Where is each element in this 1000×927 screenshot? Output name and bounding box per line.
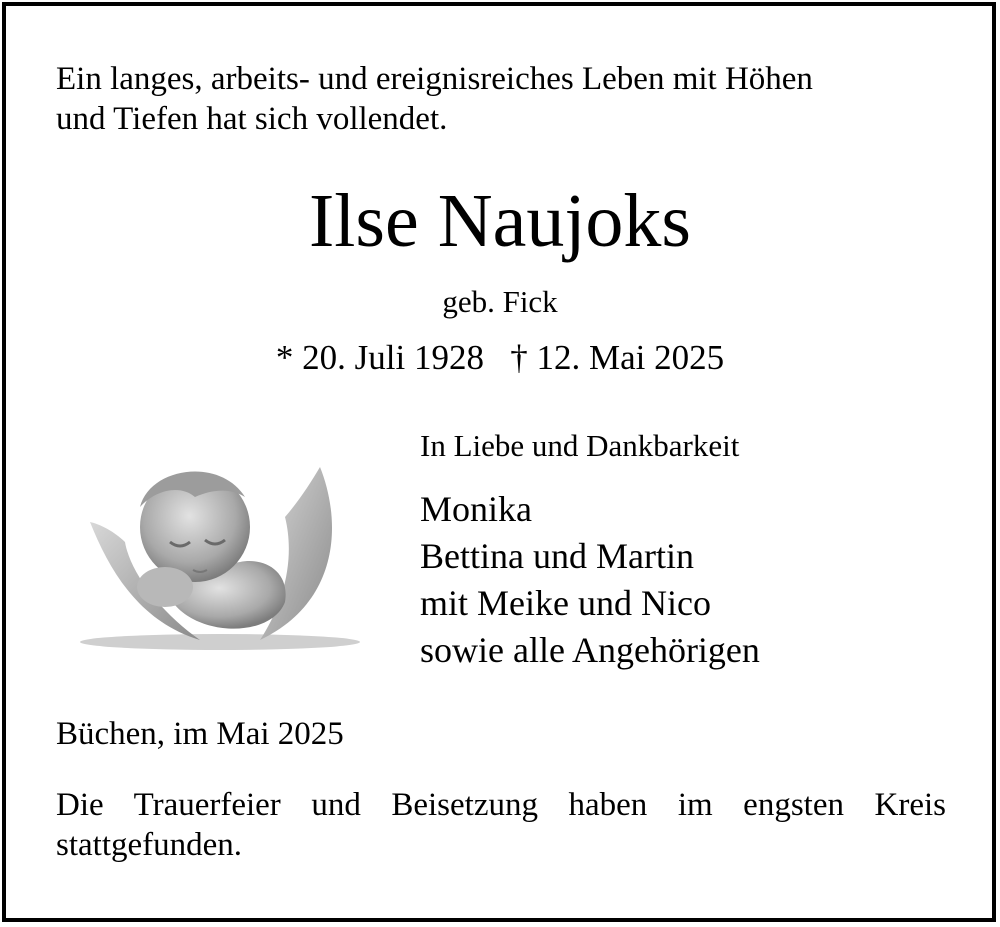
shadow (80, 634, 360, 650)
funeral-note: Die Trauerfeier und Beisetzung haben im engsten Kreis stattgefunden. (56, 787, 946, 863)
intro-line-2: und Tiefen hat sich vollendet. (56, 100, 448, 137)
place-date: Büchen, im Mai 2025 (56, 716, 344, 752)
family-member: sowie alle Angehörigen (420, 630, 760, 670)
family-list (420, 486, 760, 674)
deceased-name: Ilse Naujoks (308, 179, 692, 263)
hand (137, 567, 193, 607)
family-member: mit Meike und Nico (420, 583, 711, 623)
cherub-image (70, 462, 360, 652)
thanks-line: In Liebe und Dankbarkeit (420, 428, 740, 463)
family-member: Monika (420, 489, 532, 529)
birth-name: geb. Fick (442, 284, 558, 319)
family-member: Bettina und Martin (420, 536, 694, 576)
intro-line-1: Ein langes, arbeits- und ereignisreiches Leben mit Höhen (56, 61, 813, 97)
life-dates: * 20. Juli 1928 † 12. Mai 2025 (275, 338, 725, 377)
intro-text (56, 60, 956, 139)
